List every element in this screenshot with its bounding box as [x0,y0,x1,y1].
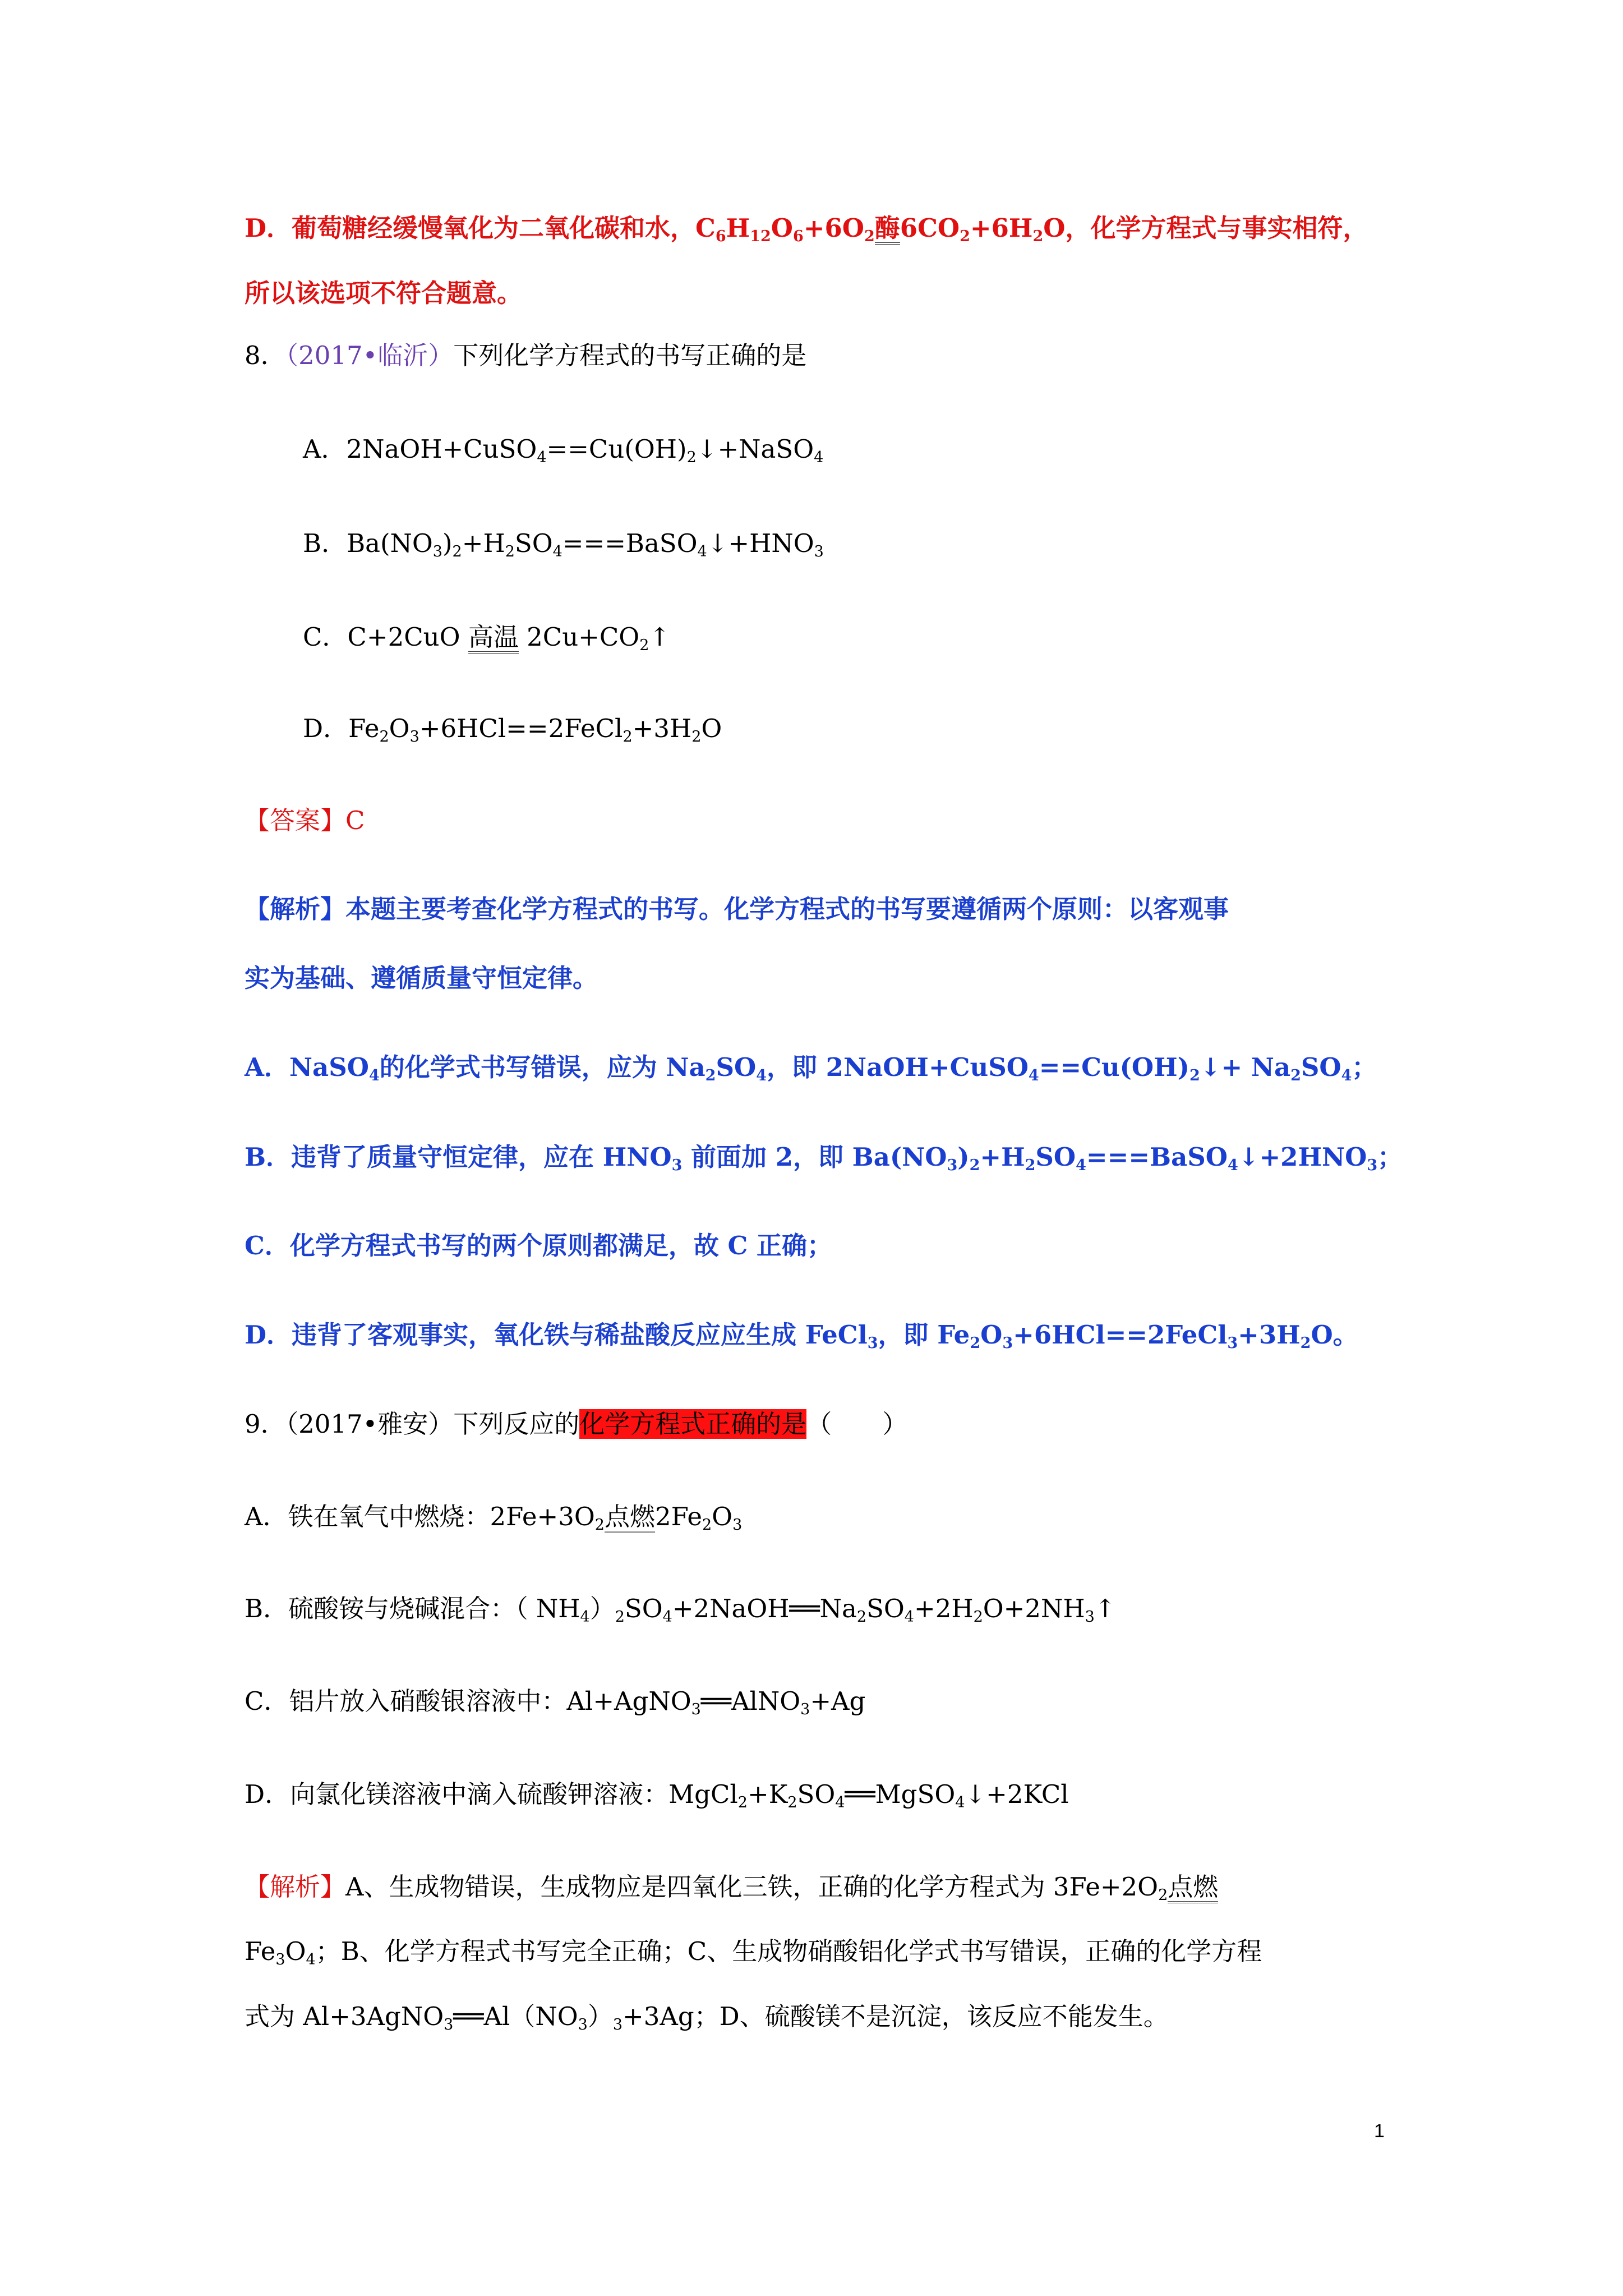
text: +K [747,1779,788,1809]
subscript: 3 [444,2016,454,2034]
text: A、生成物错误，生成物应是四氧化三铁，正确的化学方程式为 3Fe+2O [345,1872,1159,1902]
q8-option-d [303,714,722,746]
subscript: 2 [639,637,649,655]
text: SO [866,1594,905,1623]
text: A．2NaOH+CuSO [303,434,537,464]
subscript: 3 [578,2016,588,2034]
subscript: 3 [432,543,442,561]
text: D．向氯化镁溶液中滴入硫酸钾溶液：MgCl [245,1779,738,1809]
subscript: 4 [835,1794,845,1812]
text: +Ag [810,1686,866,1716]
q8-answer [245,808,365,833]
text: C．铝片放入硝酸银溶液中：Al+AgNO [245,1686,691,1716]
subscript: 2 [1032,228,1044,246]
subscript: 3 [275,1951,285,1969]
text: ↓+2HNO [1238,1142,1367,1172]
q9-option-a [245,1503,742,1533]
text: Fe [245,1936,276,1966]
subscript: 2 [702,1516,712,1534]
subscript: 2 [1025,1157,1036,1175]
text: ，即 2NaOH+CuSO [766,1052,1029,1082]
text: +H [980,1142,1025,1172]
subscript: 4 [1341,1067,1352,1085]
text: ===BaSO [562,528,698,558]
subscript: 2 [452,543,462,561]
text: +6HCl==2FeCl [1013,1320,1228,1350]
subscript: 3 [612,2016,623,2034]
question-number: 8． [245,341,286,370]
prev-option-d-line1 [245,215,1368,245]
subscript: 2 [969,1157,980,1175]
subscript: 4 [552,543,562,561]
text: ) [957,1142,970,1172]
text: C．C+2CuO [303,622,468,652]
subscript: 2 [505,543,515,561]
text: ══AlNO [700,1686,801,1716]
subscript: 2 [705,1067,716,1085]
text: ==Cu(OH) [546,434,687,464]
subscript: 4 [697,543,707,561]
text: ↑ [1094,1594,1116,1623]
reaction-condition: 点燃 [605,1503,655,1533]
text: SO [1035,1142,1076,1172]
prev-option-d-line2: 所以该选项不符合题意。 [245,278,523,308]
question-source: （2017•临沂） [285,341,454,370]
text: +6O [803,213,864,243]
subscript: 12 [750,228,771,246]
subscript: 3 [732,1516,743,1534]
q9-analysis-line3 [245,2001,1169,2034]
text: ══Al（NO [453,2001,578,2031]
subscript: 2 [1189,1067,1200,1085]
subscript: 3 [800,1701,810,1719]
text: 式为 Al+3AgNO [245,2001,444,2031]
subscript: 3 [409,728,419,746]
q9-stem [245,1411,907,1437]
subscript: 4 [1227,1157,1238,1175]
subscript: 2 [691,728,702,746]
subscript: 3 [1085,1608,1095,1626]
q8-explain-a [245,1052,1377,1085]
text: SO [716,1052,757,1082]
subscript: 4 [756,1067,767,1085]
subscript: 6 [792,228,804,246]
subscript: 3 [1367,1157,1378,1175]
subscript: 4 [306,1951,316,1969]
analysis-label: 【解析】 [245,1872,346,1902]
text: ==Cu(OH) [1039,1052,1189,1082]
subscript: 3 [691,1701,701,1719]
text: ↑ [649,622,671,652]
subscript: 4 [1076,1157,1086,1175]
text: ） [589,1594,615,1623]
subscript: 2 [960,228,970,246]
text: ； [1352,1052,1377,1082]
text: D．葡萄糖经缓慢氧化为二氧化碳和水，C [245,213,716,243]
text: SO [1301,1052,1341,1082]
reaction-condition: 高温 [468,624,519,654]
q9-analysis-line2 [245,1936,1262,1969]
subscript: 2 [615,1608,625,1626]
text: +2H [914,1594,974,1623]
q9-option-b [245,1594,1116,1626]
q8-option-a [303,434,824,467]
subscript: 2 [623,728,633,746]
answer-value: C [345,806,365,835]
text: ；B、化学方程式书写完全正确；C、生成物硝酸铝化学式书写错误，正确的化学方程 [315,1936,1262,1966]
text: O [389,714,410,743]
text: ══MgSO [845,1779,956,1809]
text: +6H [970,213,1033,243]
text: +3Ag；D、硫酸镁不是沉淀，该反应不能发生。 [623,2001,1169,2031]
text: 的化学式书写错误，应为 Na [379,1052,706,1082]
subscript: 2 [787,1794,797,1812]
subscript: 4 [537,449,547,467]
text: +3H [1238,1320,1301,1350]
text: O [771,213,793,243]
subscript: 6 [715,228,726,246]
text: 前面加 2，即 Ba(NO [682,1142,947,1172]
q9-analysis-line1 [245,1874,1218,1903]
text: 6CO [900,213,960,243]
text: A．铁在氧气中燃烧：2Fe+3O [245,1502,595,1531]
text: O+2NH [983,1594,1085,1623]
q8-analysis-line1: 【解析】本题主要考查化学方程式的书写。化学方程式的书写要遵循两个原则：以客观事 [245,894,1229,924]
text: D．Fe [303,714,380,743]
text: 2Cu+CO [518,622,640,652]
q9-option-c [245,1686,866,1719]
answer-blank: （ ） [806,1409,908,1439]
text: B．Ba(NO [303,528,433,558]
q8-option-c [303,624,670,654]
q8-option-b [303,528,824,561]
text: O，化学方程式与事实相符， [1043,213,1368,243]
text: ===BaSO [1086,1142,1228,1172]
question-stem: 9．（2017•雅安）下列反应的 [245,1409,580,1439]
text: ↓+HNO [707,528,814,558]
text: D．违背了客观事实，氧化铁与稀盐酸反应应生成 FeCl [245,1320,868,1350]
subscript: 2 [970,1335,981,1352]
subscript: 2 [1290,1067,1301,1085]
subscript: 2 [379,728,389,746]
subscript: 4 [580,1608,590,1626]
text: +6HCl==2FeCl [419,714,623,743]
q9-option-d [245,1779,1069,1812]
text: O [701,714,722,743]
text: H [726,213,750,243]
text: O [980,1320,1003,1350]
subscript: 2 [856,1608,867,1626]
text: O [712,1502,733,1531]
subscript: 4 [814,449,824,467]
subscript: 4 [1028,1067,1039,1085]
text: ↓+ Na [1200,1052,1291,1082]
subscript: 4 [662,1608,672,1626]
subscript: 2 [737,1794,748,1812]
subscript: 3 [947,1157,958,1175]
subscript: 3 [814,543,824,561]
text: +3H [632,714,692,743]
text: +2NaOH══Na [672,1594,857,1623]
reaction-condition: 点燃 [1168,1874,1218,1903]
subscript: 3 [867,1335,878,1352]
text: A．NaSO [245,1052,369,1082]
text: O。 [1311,1320,1358,1350]
subscript: 2 [1300,1335,1311,1352]
q8-analysis-line2: 实为基础、遵循质量守恒定律。 [245,963,598,993]
q8-stem [245,343,806,368]
text: B．违背了质量守恒定律，应在 HNO [245,1142,672,1172]
subscript: 2 [686,449,697,467]
text: ↓+NaSO [696,434,814,464]
text: SO [514,528,553,558]
text: SO [624,1594,663,1623]
answer-label: 【答案】 [245,806,346,835]
question-stem: 下列化学方程式的书写正确的是 [453,341,807,370]
text: ； [1377,1142,1403,1172]
subscript: 2 [864,228,875,246]
subscript: 2 [1158,1887,1168,1904]
text: B．硫酸铵与烧碱混合：（ NH [245,1594,580,1623]
text: +H [462,528,505,558]
text: O [285,1936,306,1966]
text: SO [797,1779,836,1809]
reaction-condition: 酶 [875,215,900,245]
text: ↓+2KCl [965,1779,1069,1809]
subscript: 3 [671,1157,683,1175]
page-number: 1 [1374,2120,1385,2142]
subscript: 2 [973,1608,983,1626]
q8-explain-d [245,1320,1358,1352]
q8-explain-b [245,1142,1403,1175]
text: 2Fe [654,1502,702,1531]
highlighted-text: 化学方程式正确的是 [579,1409,807,1439]
subscript: 2 [594,1516,605,1534]
q8-explain-c: C．化学方程式书写的两个原则都满足，故 C 正确； [245,1231,832,1260]
text: ） [587,2001,613,2031]
text: ，即 Fe [878,1320,970,1350]
subscript: 4 [955,1794,965,1812]
subscript: 3 [1227,1335,1238,1352]
subscript: 4 [368,1067,380,1085]
subscript: 4 [904,1608,914,1626]
subscript: 3 [1002,1335,1013,1352]
text: ) [442,528,453,558]
